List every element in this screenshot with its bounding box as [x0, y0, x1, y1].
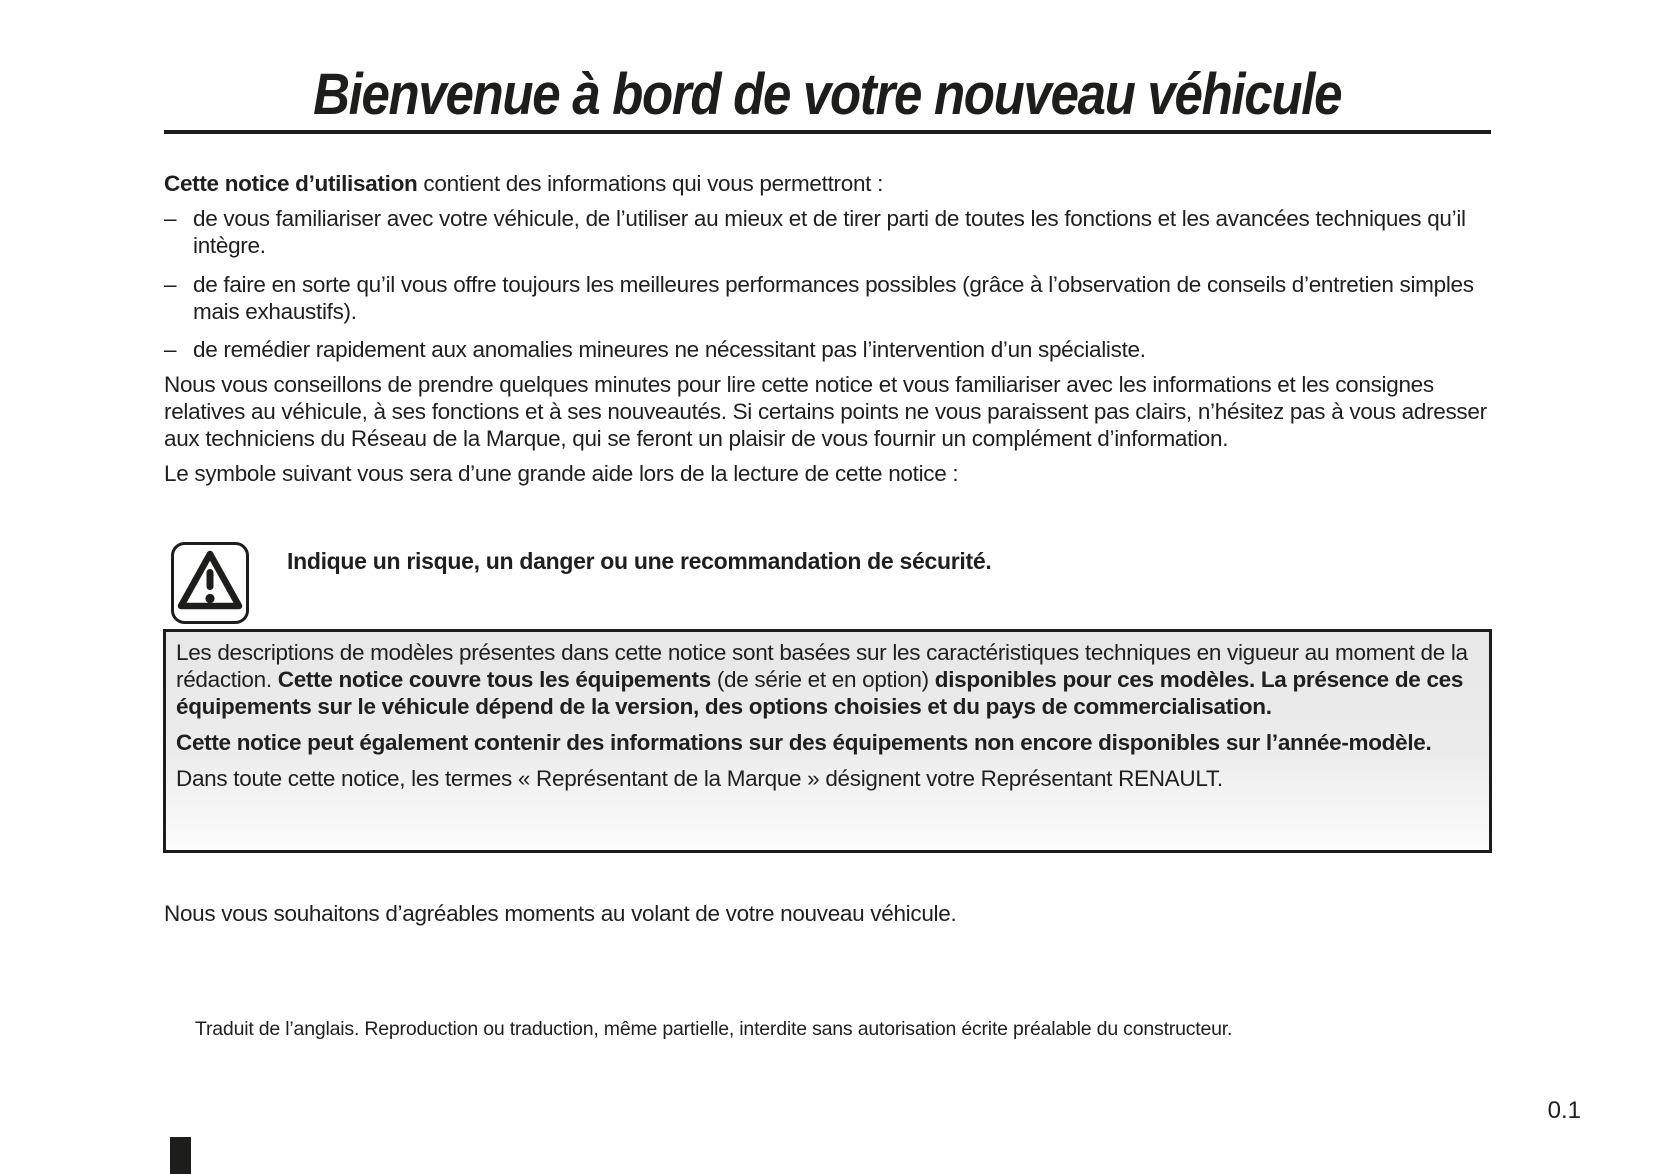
page-number: 0.1	[1547, 1097, 1581, 1124]
bullet-text: de vous familiariser avec votre véhicule, de l’utiliser au mieux et de tirer parti de toutes les fonctions et les avancées techniques qu’il intègre.	[193, 206, 1466, 258]
notice-p1-normal: Les descriptions de modèles présentes dans cette notice sont basées sur les caractéristiques techniques en vigueur au moment de la rédaction.	[176, 640, 1468, 692]
notice-box	[163, 629, 1492, 853]
warning-triangle-icon	[171, 542, 249, 624]
advice-paragraph: Nous vous conseillons de prendre quelques minutes pour lire cette notice et vous familiariser avec les informations et les consignes relatives au véhicule, à ses fonctions et à ses nouveautés. Si certains points ne vous paraissent pas clairs, n’hésitez pas à vous adresser aux techniciens du Réseau de la Marque, qui se feront un plaisir de vous fournir un complément d’information.	[164, 372, 1487, 451]
warning-symbol-row	[164, 542, 1491, 624]
intro-lead	[164, 170, 1491, 197]
notice-p2-bold: Cette notice peut également contenir des informations sur des équipements non encore disponibles sur l’année-modèle.	[176, 730, 1432, 755]
bullet-dash: –	[164, 206, 177, 231]
notice-p1-bold2: disponibles pour ces modèles. La présence de ces équipements sur le véhicule dépend de la version, des options choisies et du pays de commercialisation.	[176, 667, 1464, 719]
notice-p1-mid: (de série et en option)	[710, 667, 935, 692]
print-registration-mark	[170, 1137, 191, 1174]
copyright-notice: Traduit de l’anglais. Reproduction ou traduction, même partielle, interdite sans autorisation écrite préalable du constructeur.	[195, 1018, 1233, 1040]
notice-box-paragraph-1	[176, 639, 1479, 720]
list-item	[164, 271, 1491, 325]
bullet-dash: –	[164, 272, 177, 297]
notice-box-paragraph-2	[176, 729, 1479, 756]
bullet-text: de faire en sorte qu’il vous offre toujours les meilleures performances possibles (grâce à l’observation de conseils d’entretien simples mais exhaustifs).	[193, 272, 1474, 324]
list-item	[164, 205, 1491, 259]
page-content	[164, 0, 1491, 1041]
symbol-intro-paragraph: Le symbole suivant vous sera d’une grande aide lors de la lecture de cette notice :	[164, 461, 959, 486]
bullet-text: de remédier rapidement aux anomalies mineures ne nécessitant pas l’intervention d’un spécialiste.	[193, 337, 1146, 362]
notice-box-paragraph-3: Dans toute cette notice, les termes « Représentant de la Marque » désignent votre Représentant RENAULT.	[176, 766, 1223, 791]
list-item	[164, 336, 1491, 363]
closing-paragraph: Nous vous souhaitons d’agréables moments au volant de votre nouveau véhicule.	[164, 901, 957, 926]
page-title	[164, 62, 1491, 127]
bullet-dash: –	[164, 337, 177, 362]
notice-p1-bold1: Cette notice couvre tous les équipements	[277, 667, 711, 692]
intro-lead-rest: contient des informations qui vous permettront :	[417, 171, 884, 196]
warning-label: Indique un risque, un danger ou une recommandation de sécurité.	[287, 548, 992, 574]
page-title-text: Bienvenue à bord de votre nouveau véhicule	[313, 62, 1342, 127]
intro-lead-bold: Cette notice d’utilisation	[164, 171, 418, 196]
title-underline	[164, 130, 1491, 134]
